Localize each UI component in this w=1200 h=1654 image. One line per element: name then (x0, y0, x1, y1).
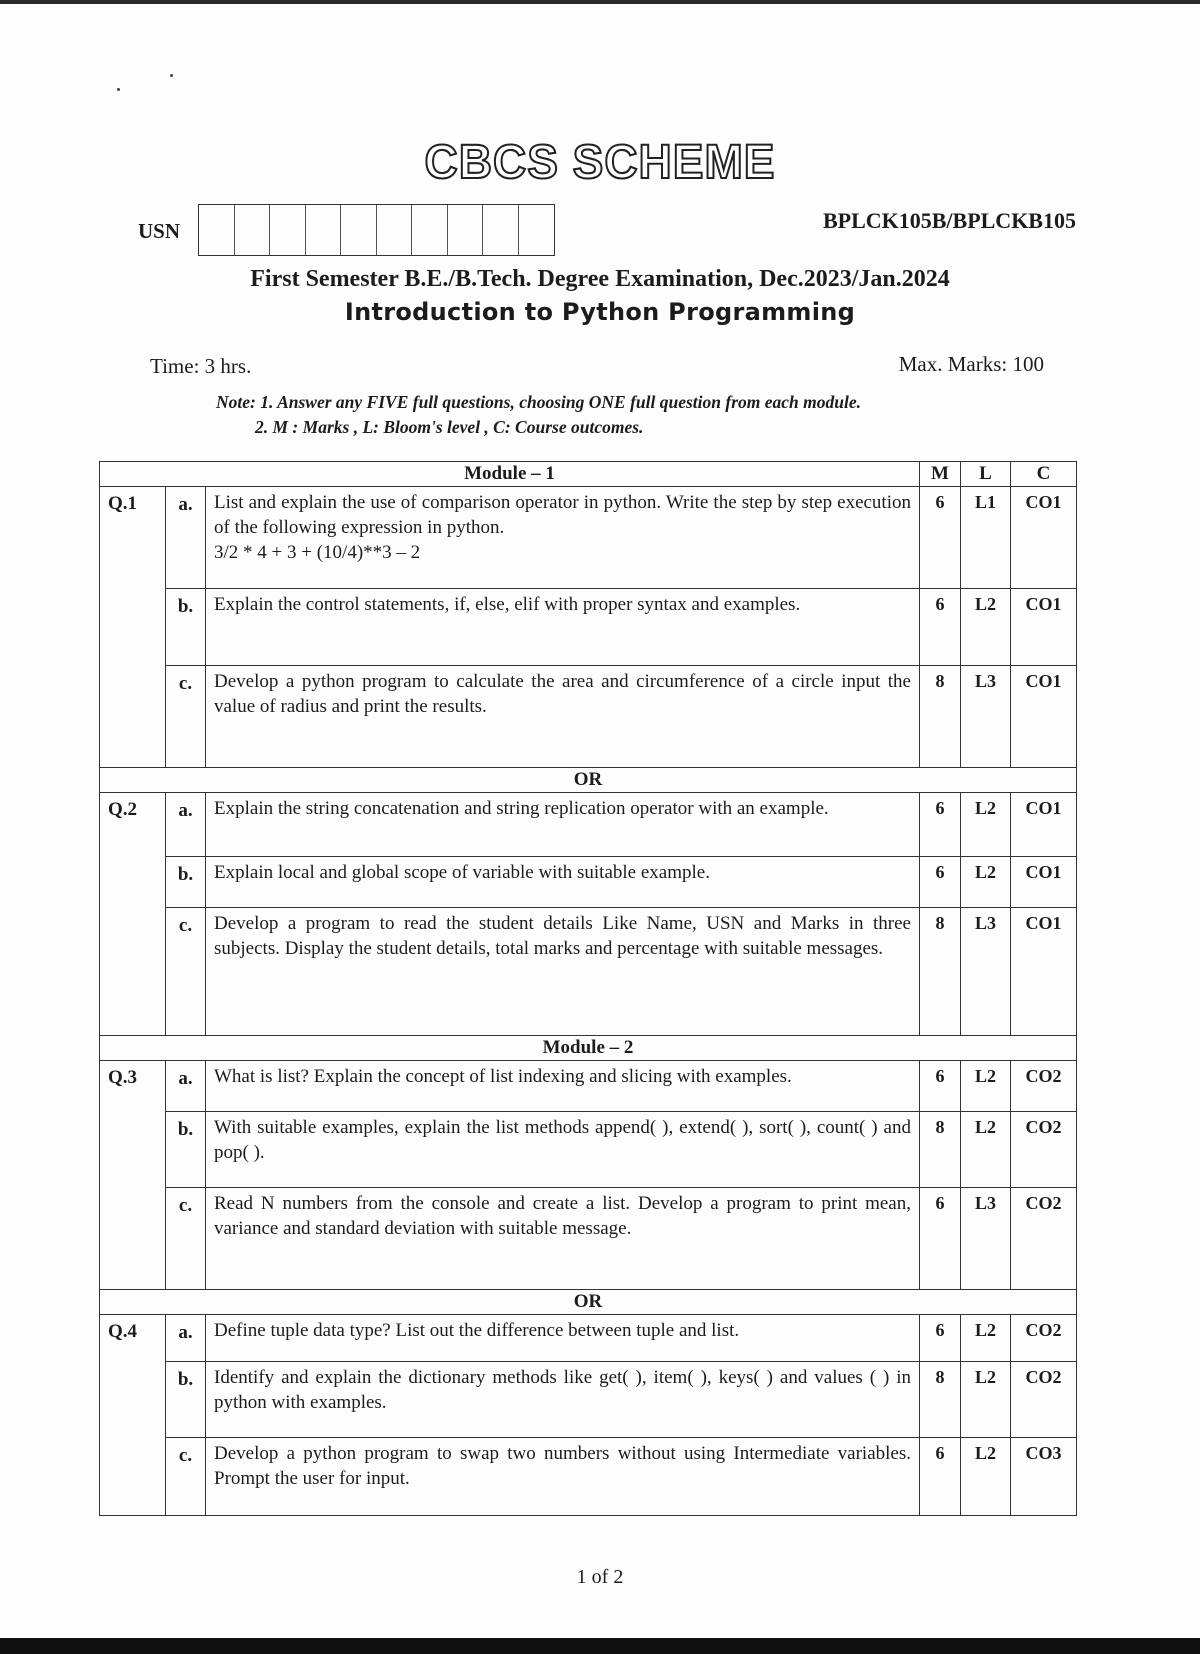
course-outcome: CO2 (1011, 1188, 1077, 1290)
question-text: Develop a python program to calculate the area and circumference of a circle input the value of radius and print the results. (206, 666, 920, 768)
course-outcome: CO3 (1011, 1438, 1077, 1516)
question-text: With suitable examples, explain the list methods append( ), extend( ), sort( ), count( ) and pop( ). (206, 1112, 920, 1188)
blooms-level: L3 (961, 666, 1011, 768)
marks: 6 (920, 487, 961, 589)
usn-digit-box (199, 205, 235, 255)
question-row (100, 793, 1077, 857)
marks: 6 (920, 1315, 961, 1362)
course-outcome: CO2 (1011, 1112, 1077, 1188)
blooms-level: L2 (961, 1061, 1011, 1112)
course-outcome: CO1 (1011, 793, 1077, 857)
usn-digit-box (448, 205, 484, 255)
question-row (100, 1362, 1077, 1438)
question-text: Read N numbers from the console and create a list. Develop a program to print mean, variance and standard deviation with suitable message. (206, 1188, 920, 1290)
marks: 8 (920, 1362, 961, 1438)
blooms-level: L2 (961, 793, 1011, 857)
question-text: Explain the control statements, if, else, elif with proper syntax and examples. (206, 589, 920, 666)
course-outcome: CO2 (1011, 1061, 1077, 1112)
course-outcome: CO2 (1011, 1315, 1077, 1362)
part-label: b. (166, 589, 206, 666)
or-separator-row (100, 768, 1077, 793)
course-outcome: CO2 (1011, 1362, 1077, 1438)
marks: 6 (920, 793, 961, 857)
scan-border-top (0, 0, 1200, 4)
question-row (100, 487, 1077, 589)
page-number: 1 of 2 (576, 1566, 624, 1588)
part-label: a. (166, 793, 206, 857)
question-row (100, 589, 1077, 666)
marks: 8 (920, 908, 961, 1036)
question-row (100, 1188, 1077, 1290)
part-label: a. (166, 1315, 206, 1362)
usn-entry-boxes (198, 204, 555, 256)
marks: 6 (920, 857, 961, 908)
level-column-header: L (961, 462, 1011, 487)
module-header-row (100, 462, 1077, 487)
note-line-2: 2. M : Marks , L: Bloom's level , C: Course outcomes. (255, 417, 644, 437)
question-row (100, 1438, 1077, 1516)
question-number: Q.4 (100, 1315, 166, 1516)
part-label: a. (166, 1061, 206, 1112)
question-text: What is list? Explain the concept of list indexing and slicing with examples. (206, 1061, 920, 1112)
course-outcome: CO1 (1011, 487, 1077, 589)
usn-digit-box (341, 205, 377, 255)
usn-digit-box (235, 205, 271, 255)
marks: 6 (920, 1061, 961, 1112)
question-number: Q.3 (100, 1061, 166, 1290)
part-label: c. (166, 666, 206, 768)
usn-digit-box (519, 205, 555, 255)
expression: 3/2 * 4 + 3 + (10/4)**3 – 2 (214, 542, 421, 563)
blooms-level: L1 (961, 487, 1011, 589)
question-number: Q.2 (100, 793, 166, 1036)
usn-label: USN (138, 219, 181, 243)
part-label: b. (166, 1362, 206, 1438)
question-text: Explain local and global scope of variable with suitable example. (206, 857, 920, 908)
max-marks: Max. Marks: 100 (898, 352, 1044, 376)
usn-digit-box (412, 205, 448, 255)
subject-title: Introduction to Python Programming (344, 298, 856, 326)
question-table (99, 461, 1077, 1516)
marks: 6 (920, 589, 961, 666)
marks: 8 (920, 666, 961, 768)
scan-speck (117, 88, 120, 91)
part-label: b. (166, 857, 206, 908)
note-line-1: Note: 1. Answer any FIVE full questions, choosing ONE full question from each module. (216, 392, 861, 412)
blooms-level: L2 (961, 857, 1011, 908)
usn-digit-box (306, 205, 342, 255)
blooms-level: L3 (961, 908, 1011, 1036)
blooms-level: L2 (961, 1362, 1011, 1438)
question-row (100, 857, 1077, 908)
blooms-level: L2 (961, 1438, 1011, 1516)
question-text: Define tuple data type? List out the difference between tuple and list. (206, 1315, 920, 1362)
outcome-column-header: C (1011, 462, 1077, 487)
blooms-level: L2 (961, 1315, 1011, 1362)
instructions-note (216, 390, 861, 440)
usn-digit-box (377, 205, 413, 255)
question-number: Q.1 (100, 487, 166, 768)
course-outcome: CO1 (1011, 589, 1077, 666)
scan-speck (170, 74, 173, 77)
module-title: Module – 1 (100, 462, 920, 487)
course-outcome: CO1 (1011, 666, 1077, 768)
question-text: Identify and explain the dictionary methods like get( ), item( ), keys( ) and values ( ) in python with examples. (206, 1362, 920, 1438)
module-title: Module – 2 (100, 1036, 1077, 1061)
part-label: b. (166, 1112, 206, 1188)
usn-digit-box (270, 205, 306, 255)
blooms-level: L2 (961, 1112, 1011, 1188)
marks: 6 (920, 1438, 961, 1516)
question-body: List and explain the use of comparison operator in python. Write the step by step execution of the following expression in python. (214, 492, 911, 538)
exam-duration: Time: 3 hrs. (150, 354, 252, 378)
marks: 6 (920, 1188, 961, 1290)
blooms-level: L2 (961, 589, 1011, 666)
part-label: a. (166, 487, 206, 589)
scan-border-bottom (0, 1638, 1200, 1654)
usn-digit-box (483, 205, 519, 255)
exam-title: First Semester B.E./B.Tech. Degree Examination, Dec.2023/Jan.2024 (250, 266, 950, 292)
marks: 8 (920, 1112, 961, 1188)
or-separator-row (100, 1290, 1077, 1315)
question-text: Explain the string concatenation and string replication operator with an example. (206, 793, 920, 857)
question-row (100, 908, 1077, 1036)
or-label: OR (100, 768, 1077, 793)
question-row (100, 1112, 1077, 1188)
marks-column-header: M (920, 462, 961, 487)
question-row (100, 1315, 1077, 1362)
question-row (100, 666, 1077, 768)
question-text (206, 487, 920, 589)
module-header-row (100, 1036, 1077, 1061)
question-text: Develop a program to read the student details Like Name, USN and Marks in three subjects. Display the student details, total marks and percentage with suitable messages. (206, 908, 920, 1036)
part-label: c. (166, 1188, 206, 1290)
course-outcome: CO1 (1011, 908, 1077, 1036)
course-outcome: CO1 (1011, 857, 1077, 908)
or-label: OR (100, 1290, 1077, 1315)
question-row (100, 1061, 1077, 1112)
blooms-level: L3 (961, 1188, 1011, 1290)
course-code: BPLCK105B/BPLCKB105 (822, 208, 1076, 233)
part-label: c. (166, 908, 206, 1036)
scheme-stamp: CBCS SCHEME (424, 133, 776, 189)
part-label: c. (166, 1438, 206, 1516)
question-text: Develop a python program to swap two numbers without using Intermediate variables. Prompt the user for input. (206, 1438, 920, 1516)
